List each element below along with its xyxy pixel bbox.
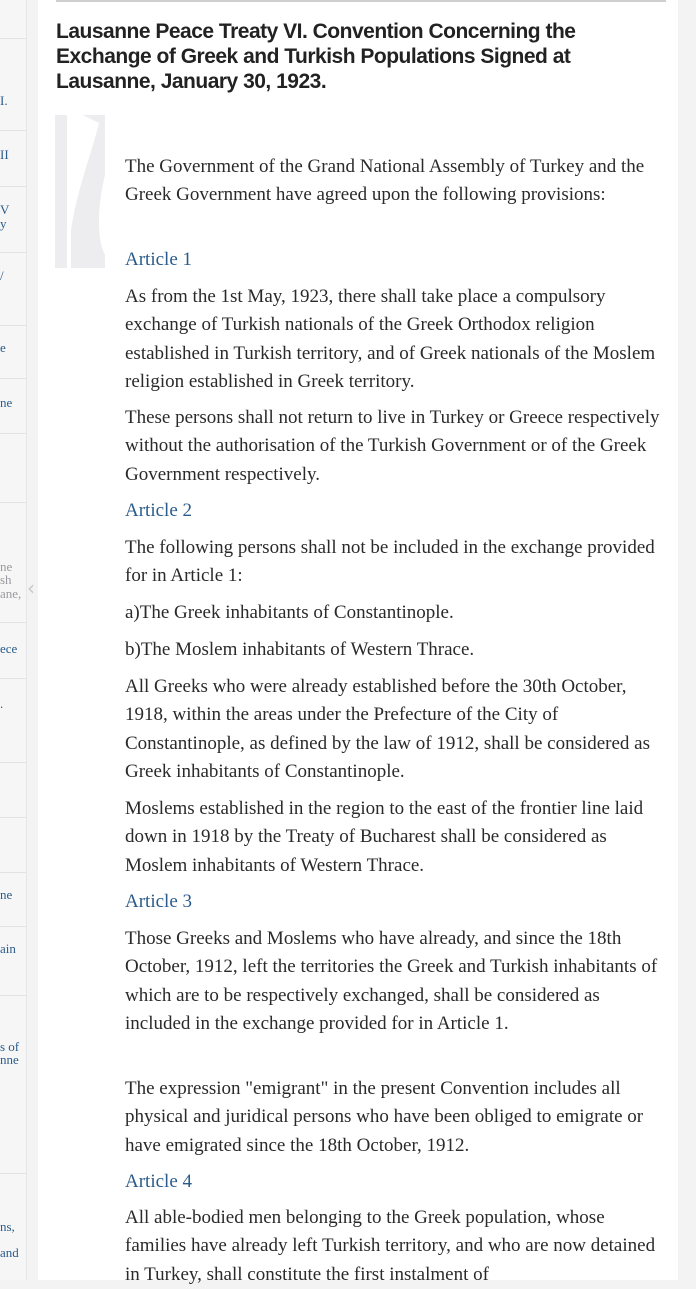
sidebar[interactable] (0, 0, 27, 1280)
sidebar-divider (0, 130, 26, 131)
sidebar-link[interactable]: ain (0, 941, 16, 956)
article-4-heading: Article 4 (125, 1171, 193, 1192)
sidebar-divider (0, 622, 26, 623)
sidebar-link[interactable]: / (0, 268, 4, 283)
article-2-paragraph-1: The following persons shall not be included in the exchange provided for in Article 1: (125, 537, 655, 587)
sidebar-link[interactable]: II (0, 147, 9, 162)
sidebar-divider (0, 762, 26, 763)
sidebar-divider (0, 378, 26, 379)
sidebar-divider (0, 433, 26, 434)
sidebar-link[interactable]: ne (0, 887, 13, 902)
document-title: Lausanne Peace Treaty VI. Convention Concerning the Exchange of Greek and Turkish Populations Signed at Lausanne, January 30, 1923. (56, 20, 576, 93)
article-3-paragraph-1: Those Greeks and Moslems who have already, and since the 18th October, 1912, left the territories the Greek and Turkish inhabitants of which are to be respectively exchanged, shall be considered as included in the exchange provided for in Article 1. (125, 928, 658, 1034)
article-3-paragraph-2: The expression "emigrant" in the present Convention includes all physical and juridical persons who have been obliged to emigrate or have emigrated since the 18th October, 1912. (125, 1078, 644, 1156)
sidebar-link[interactable]: sh (0, 572, 12, 587)
article-2-paragraph-2: All Greeks who were already established before the 30th October, 1918, within the areas under the Prefecture of the City of Constantinople, as defined by the law of 1912, shall be considered as Greek inhabitants of Constantinople. (125, 676, 651, 782)
article-2-item-a: a)The Greek inhabitants of Constantinople. (125, 602, 454, 623)
sidebar-link[interactable]: ne (0, 559, 13, 574)
sidebar-link[interactable]: ne (0, 395, 13, 410)
sidebar-divider (0, 502, 26, 503)
sidebar-divider (0, 995, 26, 996)
article-1-paragraph-2: These persons shall not return to live in Turkey or Greece respectively without the authorisation of the Turkish Government or of the Greek Government respectively. (125, 407, 660, 485)
sidebar-divider (0, 38, 26, 39)
sidebar-divider (0, 872, 26, 873)
article-1-paragraph-1: As from the 1st May, 1923, there shall take place a compulsory exchange of Turkish nationals of the Greek Orthodox religion established in Turkish territory, and of Greek nationals of the Moslem religion established in Greek territory. (125, 286, 656, 392)
sidebar-link[interactable]: y (0, 216, 7, 231)
sidebar-divider (0, 678, 26, 679)
sidebar-link[interactable]: . (0, 696, 4, 711)
sidebar-link[interactable]: ane, (0, 586, 22, 601)
sidebar-link[interactable]: ece (0, 641, 18, 656)
sidebar-link[interactable]: I. (0, 93, 8, 108)
sidebar-divider (0, 186, 26, 187)
sidebar-divider (0, 926, 26, 927)
sidebar-link[interactable]: ns, (0, 1219, 15, 1234)
collapse-sidebar-icon[interactable]: ‹ (27, 576, 35, 600)
quote-mark-icon (55, 115, 105, 268)
intro-paragraph: The Government of the Grand National Assembly of Turkey and the Greek Government have agreed upon the following provisions: (125, 156, 645, 206)
article-2-item-b: b)The Moslem inhabitants of Western Thrace. (125, 639, 475, 660)
divider (56, 0, 666, 2)
article-3-heading: Article 3 (125, 891, 193, 912)
sidebar-link[interactable]: e (0, 340, 6, 355)
sidebar-link[interactable]: V (0, 202, 10, 217)
article-4-paragraph-1: All able-bodied men belonging to the Greek population, whose families have already left Turkish territory, and who are now detained in Turkey, shall constitute the first instalment of (125, 1207, 656, 1285)
sidebar-divider (0, 1173, 26, 1174)
article-1-heading: Article 1 (125, 249, 193, 270)
sidebar-divider (0, 325, 26, 326)
article-2-heading: Article 2 (125, 500, 193, 521)
sidebar-link[interactable]: s of (0, 1039, 20, 1054)
sidebar-divider (0, 252, 26, 253)
article-2-paragraph-3: Moslems established in the region to the east of the frontier line laid down in 1918 by the Treaty of Bucharest shall be considered as Moslem inhabitants of Western Thrace. (125, 798, 644, 876)
sidebar-divider (0, 817, 26, 818)
sidebar-link[interactable]: and (0, 1245, 19, 1260)
sidebar-link[interactable]: nne (0, 1052, 19, 1067)
